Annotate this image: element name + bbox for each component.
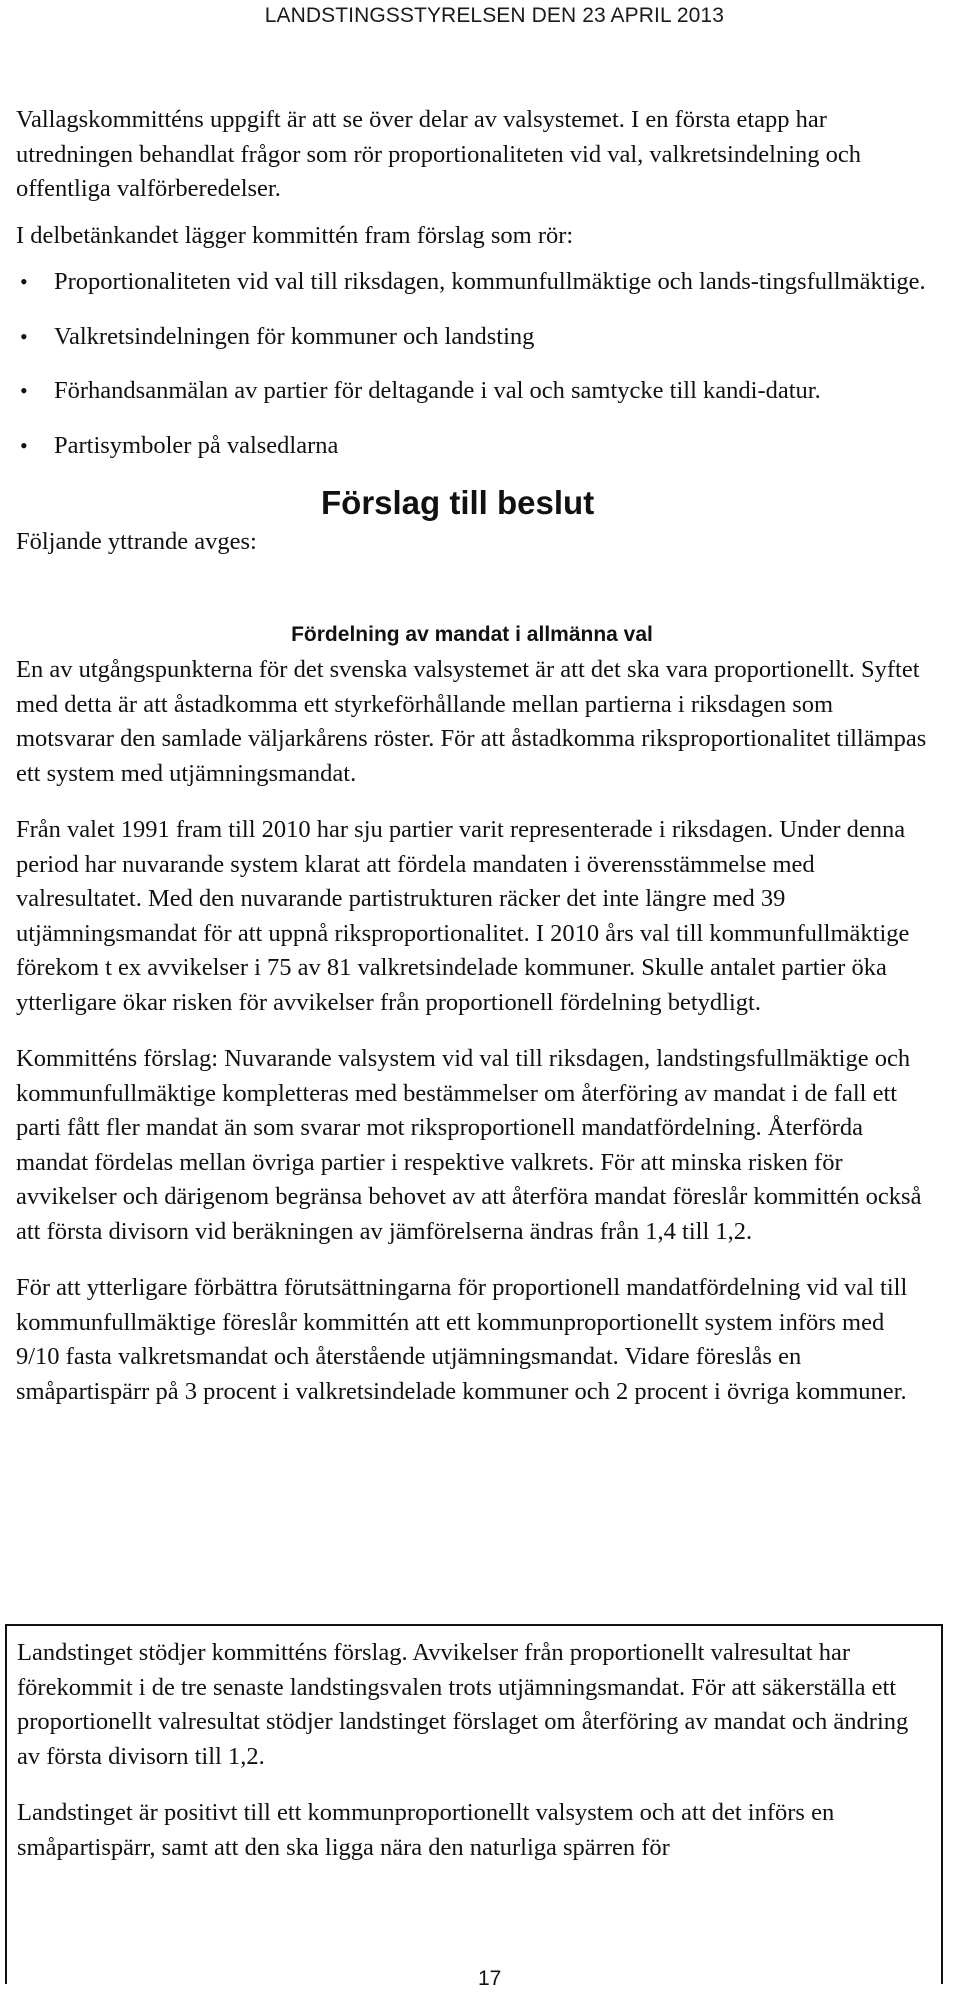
section-paragraph: En av utgångspunkterna för det svenska valsystemet är att det ska vara proportionellt. Syftet med detta är att åstadkomma ett styrkeförhållande mellan partierna i riksdagen som motsvarar den samlade väljarkårens röster. För att åstadkomma riksproportionalitet tillämpas ett system med utjämningsmandat. <box>16 656 927 787</box>
bullet-icon: • <box>20 323 28 349</box>
decision-title: Förslag till beslut <box>321 484 595 521</box>
list-item <box>16 265 928 300</box>
section-paragraph: Från valet 1991 fram till 2010 har sju partier varit representerade i riksdagen. Under denna period har nuvarande system klarat att fördela mandaten i överensstämmelse med valresultatet. Med den nuvarande partistrukturen räcker det inte längre med 39 utjämningsmandat för att uppnå riksproportionalitet. I 2010 års val till kommunfullmäktige förekom t ex avvikelser i 75 av 81 valkretsindelade kommuner. Skulle antalet partier öka ytterligare ökar risken för avvikelser från proportionell fördelning betydligt. <box>16 816 910 1016</box>
section-paragraph: För att ytterligare förbättra förutsättningarna för proportionell mandatfördelning vid val till kommunfullmäktige föreslår kommittén att ett kommunproportionellt system införs med 9/10 fasta valkretsmandat och återstående utjämningsmandat. Vidare föreslås en småpartispärr på 3 procent i valkretsindelade kommuner och 2 procent i övriga kommuner. <box>16 1274 908 1405</box>
bullet-icon: • <box>20 432 28 458</box>
running-header: LANDSTINGSSTYRELSEN DEN 23 APRIL 2013 <box>264 4 724 27</box>
list-item-text: Förhandsanmälan av partier för deltagande i val och samtycke till kandi-datur. <box>54 377 821 404</box>
list-item-text: Valkretsindelningen för kommuner och landsting <box>54 322 535 350</box>
statement-paragraph: Landstinget stödjer kommitténs förslag. Avvikelser från proportionellt valresultat har förekommit i de tre senaste landstingsvalen trots utjämningsmandat. För att säkerställa ett proportionellt valresultat stödjer landstinget förslaget om återföring av mandat och ändring av första divisorn till 1,2. <box>17 1639 909 1770</box>
list-item <box>16 320 928 355</box>
proposal-list <box>16 265 928 463</box>
page-number: 17 <box>478 1967 502 1990</box>
list-item-text: Partisymboler på valsedlarna <box>54 431 339 459</box>
section-heading: Fördelning av mandat i allmänna val <box>291 623 653 646</box>
decision-intro: Följande yttrande avges: <box>16 528 257 555</box>
document-body <box>16 103 928 1431</box>
intro-paragraph: Vallagskommitténs uppgift är att se över delar av valsystemet. I en första etapp har utredningen behandlat frågor som rör proportionaliteten vid val, valkretsindelning och offentliga valförberedelser. <box>16 106 862 202</box>
bullet-icon: • <box>20 269 28 294</box>
proposal-lead: I delbetänkandet lägger kommittén fram förslag som rör: <box>16 221 574 249</box>
bullet-icon: • <box>20 378 28 403</box>
statement-box <box>5 1624 943 1984</box>
list-item <box>16 374 928 409</box>
list-item-text: Proportionaliteten vid val till riksdagen, kommunfullmäktige och lands-tingsfullmäktige. <box>54 268 926 295</box>
decision-block <box>16 483 928 583</box>
list-item <box>16 429 928 464</box>
section-paragraph: Kommitténs förslag: Nuvarande valsystem vid val till riksdagen, landstingsfullmäktige och kommunfullmäktige kompletteras med bestämmelser om återföring av mandat i de fall ett parti fått fler mandat än som svarar mot riksproportionell mandatfördelning. Återförda mandat fördelas mellan övriga partier i respektive valkrets. För att minska risken för avvikelser och därigenom begränsa behovet av att återföra mandat föreslår kommittén också att första divisorn vid beräkningen av jämförelserna ändras från 1,4 till 1,2. <box>16 1045 922 1245</box>
statement-paragraph: Landstinget är positivt till ett kommunproportionellt valsystem och att det införs en småpartispärr, samt att den ska ligga nära den naturliga spärren för <box>17 1799 835 1861</box>
